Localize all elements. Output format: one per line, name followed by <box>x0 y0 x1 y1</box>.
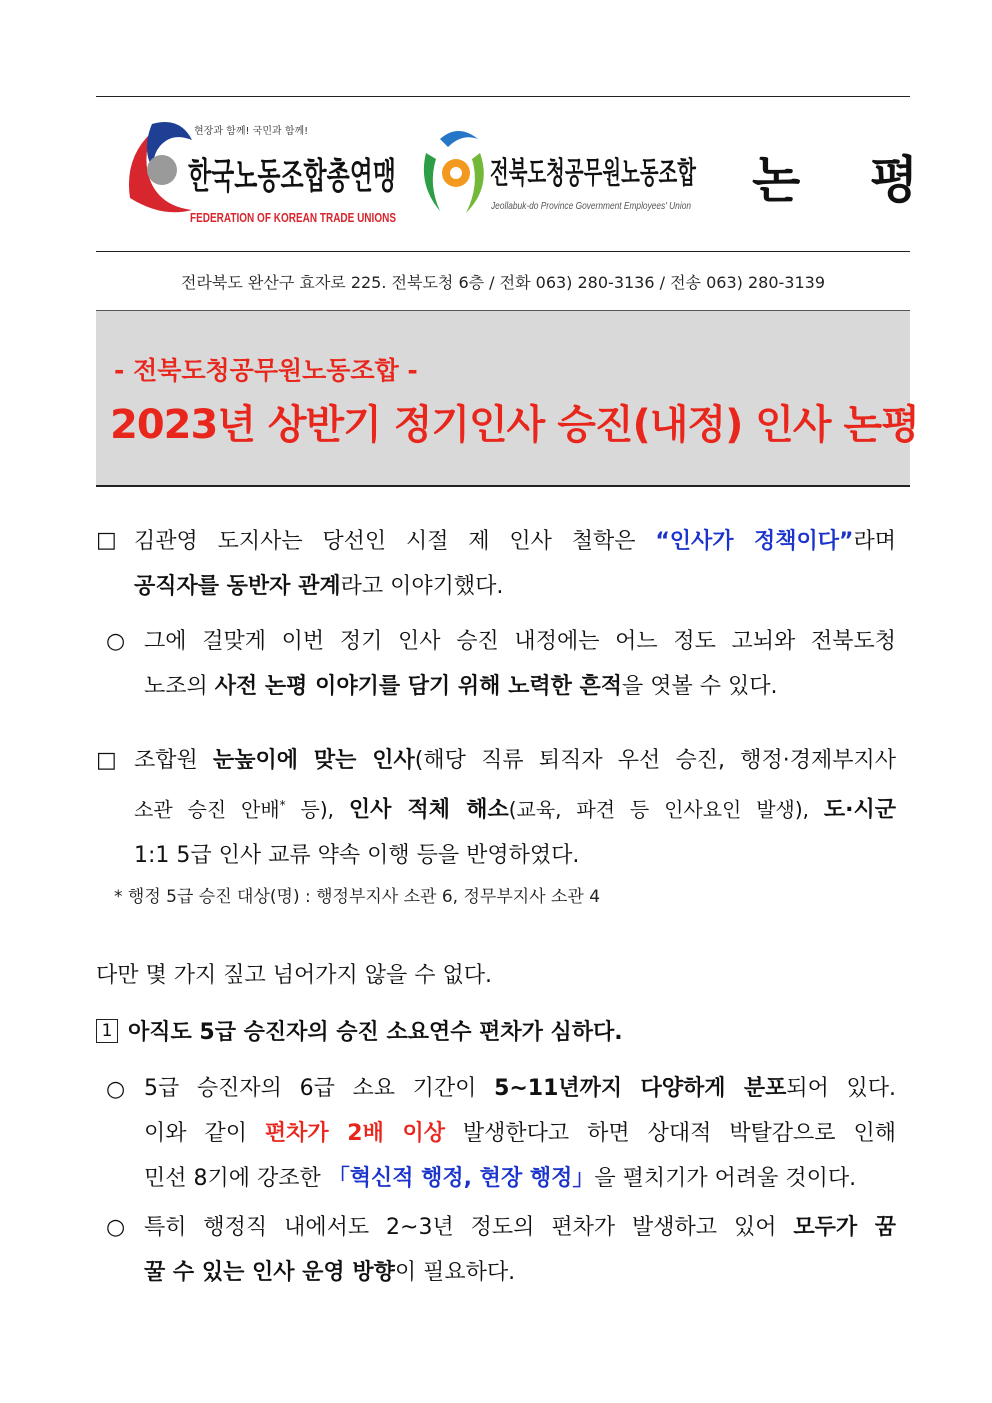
paragraph-2-line-3: 1:1 5급 인사 교류 약속 이행 등을 반영하였다. <box>134 842 580 868</box>
footnote: * 행정 5급 승진 대상(명) : 행정부지사 소관 6, 정무부지사 소관 4 <box>114 887 601 907</box>
intro-sentence: 다만 몇 가지 짚고 넘어가지 않을 수 없다. <box>96 963 492 988</box>
jb-emblem-green-left <box>424 153 440 211</box>
paragraph-1-sub <box>144 619 896 709</box>
point-1-sub-2-line-2: 꿀 수 있는 인사 운영 방향이 필요하다. <box>144 1260 516 1285</box>
fktu-name-en: FEDERATION OF KOREAN TRADE UNIONS <box>190 210 397 225</box>
paragraph-1-line-1: 김관영 도지사는 당선인 시절 제 인사 철학은 “인사가 정책이다”라며 <box>134 529 896 554</box>
circle-bullet: ○ <box>106 1077 126 1102</box>
subtitle: - 전북도청공무원노동조합 - <box>114 356 418 385</box>
point-1-sub-1-line-1: 5급 승진자의 6급 소요 기간이 5~11년까지 다양하게 분포되어 있다. <box>144 1076 897 1101</box>
paragraph-1-sub-line-2: 노조의 사전 논평 이야기를 담기 위해 노력한 흔적을 엿볼 수 있다. <box>144 674 778 699</box>
top-rule <box>96 96 910 97</box>
point-1-sub-2-line-1: 특히 행정직 내에서도 2~3년 정도의 편차가 발생하고 있어 모두가 꿈 <box>144 1215 897 1240</box>
square-bullet: □ <box>96 748 117 773</box>
paragraph-1-sub-line-1: 그에 걸맞게 이번 정기 인사 승진 내정에는 어느 정도 고뇌와 전북도청 <box>144 629 896 654</box>
footnote-mark: * <box>279 798 286 812</box>
header-rule <box>96 251 910 252</box>
deviation-highlight: 편차가 2배 이상 <box>264 1121 445 1146</box>
jb-emblem-center <box>450 167 462 179</box>
document-type: 논 평 <box>752 151 945 209</box>
paragraph-2-line-2: 소관 승진 안배* 등), 인사 적체 해소(교육, 파견 등 인사요인 발생), 도·시군 <box>134 797 896 823</box>
paragraph-2-line-1: 조합원 눈높이에 맞는 인사(해당 직류 퇴직자 우선 승진, 행정·경제부지사 <box>134 748 896 773</box>
title-box <box>96 310 919 487</box>
innovation-highlight: 「혁신적 행정, 현장 행정」 <box>327 1166 595 1191</box>
fktu-name-ko: 한국노동조합총연맹 <box>188 156 501 197</box>
point-1-heading: 1 아직도 5급 승진자의 승진 소요연수 편차가 심하다. <box>96 1010 896 1055</box>
circle-bullet: ○ <box>106 629 126 654</box>
paragraph-1-line-2: 공직자를 동반자 관계라고 이야기했다. <box>134 574 504 599</box>
paragraph-2 <box>134 738 896 878</box>
main-title: 2023년 상반기 정기인사 승진(내정) 인사 논평 <box>110 402 919 448</box>
jb-emblem-blue-top <box>440 131 478 147</box>
jb-emblem-green-right <box>466 153 484 213</box>
number-box: 1 <box>96 1019 118 1043</box>
fktu-slogan: 현장과 함께! 국민과 함께! <box>194 126 309 137</box>
paragraph-1 <box>134 519 896 609</box>
point-1-sub-2 <box>144 1205 896 1295</box>
point-1-sub-1 <box>144 1066 896 1201</box>
contact-address: 전라북도 완산구 효자로 225. 전북도청 6층 / 전화 063) 280-3136 / 전송 063) 280-3139 <box>181 273 825 292</box>
point-1-sub-1-line-2: 이와 같이 편차가 2배 이상 발생한다고 하면 상대적 박탈감으로 인해 <box>144 1121 896 1146</box>
jb-name-ko: 전북도청공무원노동조합 <box>490 156 697 191</box>
square-bullet: □ <box>96 528 117 553</box>
jb-name-en: Jeollabuk-do Province Government Employees' Union <box>490 201 692 212</box>
policy-quote: “인사가 정책이다” <box>655 529 854 554</box>
circle-bullet: ○ <box>106 1215 126 1240</box>
fktu-logo <box>122 118 501 228</box>
fktu-emblem-circle <box>147 155 177 185</box>
jb-union-logo <box>418 125 708 225</box>
point-1-sub-1-line-3: 민선 8기에 강조한 「혁신적 행정, 현장 행정」을 펼치기가 어려울 것이다. <box>144 1166 857 1191</box>
